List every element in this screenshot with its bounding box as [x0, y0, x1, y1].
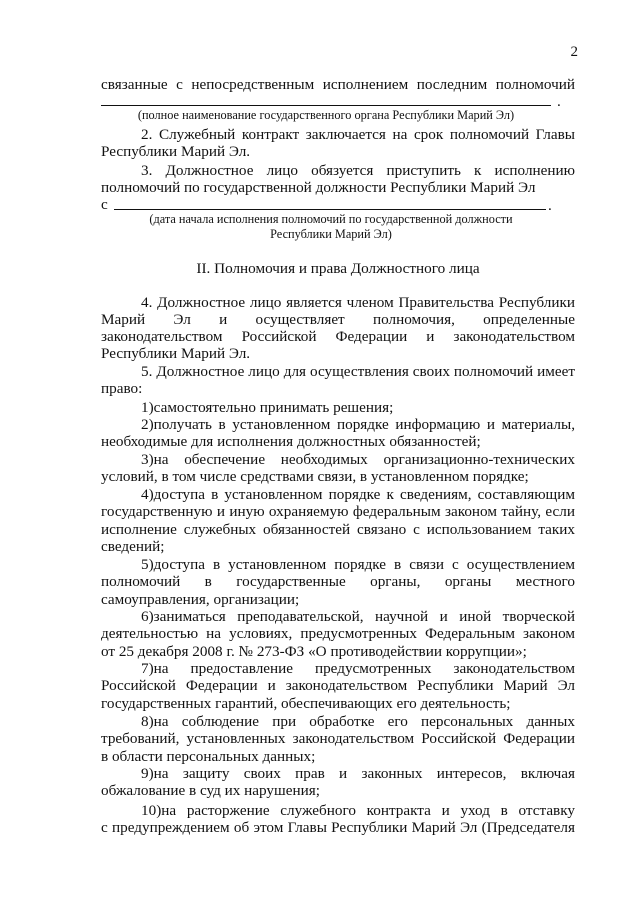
rights-item-text: условий, в том числе средствами связи, в установленном порядке;: [101, 468, 529, 486]
rights-item-text: исполнение служебных обязанностей связано с использованием таких: [101, 520, 575, 538]
blank-line-organ: [101, 92, 551, 106]
rights-item-text: государственных гарантий, обеспечивающих его деятельность;: [101, 694, 511, 712]
rights-item-text: заниматься преподавательской, научной и иной творческой: [153, 608, 575, 625]
rights-item-text: доступа в установленном порядке к сведениям, составляющим: [153, 486, 575, 503]
rights-item-text: самоуправления, организации;: [101, 590, 300, 608]
rights-item-text: в области персональных данных;: [101, 747, 316, 765]
paragraph-2-line-2: Республики Марий Эл.: [101, 143, 251, 160]
rights-item-text: необходимые для исполнения должностных обязанностей;: [101, 433, 481, 451]
paragraph-2-line-1: 2. Служебный контракт заключается на срок полномочий Главы: [141, 126, 575, 143]
rights-item-text: доступа в установленном порядке в связи с осуществлением: [153, 556, 575, 573]
paragraph-4-line-3: законодательством Российской Федерации и законодательством: [101, 328, 575, 345]
rights-item-number: 6): [141, 608, 154, 625]
rights-item-text: полномочий в государственные органы, органы местного: [101, 573, 575, 591]
rights-item-text: на соблюдение при обработке его персональных данных: [153, 713, 575, 730]
paragraph-continuation: связанные с непосредственным исполнением последним полномочий: [101, 76, 575, 93]
rights-item-text: самостоятельно принимать решения;: [153, 399, 394, 416]
paragraph-4-line-4: Республики Марий Эл.: [101, 345, 251, 362]
paragraph-4-line-1: 4. Должностное лицо является членом Правительства Республики: [141, 294, 575, 311]
rights-item-text: на защиту своих прав и законных интересов, включая: [153, 765, 575, 782]
page-number: 2: [570, 44, 578, 60]
rights-item-number: 2): [141, 416, 154, 433]
blank-line-date: [114, 196, 546, 210]
section-title: II. Полномочия и права Должностного лица: [196, 260, 480, 277]
rights-item-number: 8): [141, 713, 154, 730]
rights-item-number: 7): [141, 660, 154, 677]
rights-item-text: государственную и иную охраняемую федеральным законом тайну, если: [101, 503, 575, 521]
rights-item-text: на обеспечение необходимых организационно-технических: [153, 451, 575, 468]
rights-item-text: получать в установленном порядке информацию и материалы,: [153, 416, 575, 433]
rights-item-text: Российской Федерации и законодательством Республики Марий Эл: [101, 677, 575, 695]
caption-organ-name: (полное наименование государственного органа Республики Марий Эл): [137, 108, 515, 122]
rights-item-text: сведений;: [101, 537, 165, 555]
rights-item-number: 4): [141, 486, 154, 503]
blank-line-end: .: [557, 93, 561, 110]
paragraph-3-line-2: полномочий по государственной должности Республики Марий Эл: [101, 179, 536, 196]
rights-item-text: деятельностью на условиях, предусмотренных Федеральным законом: [101, 625, 575, 643]
rights-item-number: 1): [141, 399, 154, 416]
paragraph-3-line-1: 3. Должностное лицо обязуется приступить к исполнению: [141, 162, 575, 179]
rights-item-text: с предупреждением об этом Главы Республики Марий Эл (Председателя: [101, 819, 575, 837]
rights-item-text: от 25 декабря 2008 г. № 273-ФЗ «О противодействии коррупции»;: [101, 642, 527, 660]
blank-line-date-end: .: [548, 197, 552, 214]
caption-start-date-l1: (дата начала исполнения полномочий по государственной должности: [149, 212, 513, 226]
rights-item-number: 9): [141, 765, 154, 782]
paragraph-5-line-2: право:: [101, 380, 143, 397]
rights-item-number: 3): [141, 451, 154, 468]
rights-item-text: на расторжение служебного контракта и уход в отставку: [161, 802, 575, 819]
caption-start-date-l2: Республики Марий Эл): [270, 227, 392, 241]
rights-item-number: 10): [141, 802, 162, 819]
paragraph-5-line-1: 5. Должностное лицо для осуществления своих полномочий имеет: [141, 363, 575, 380]
rights-item-text: требований, установленных законодательством Российской Федерации: [101, 730, 575, 748]
rights-item-number: 5): [141, 556, 154, 573]
rights-item-text: на предоставление предусмотренных законодательством: [153, 660, 575, 677]
paragraph-4-line-2: Марий Эл и осуществляет полномочия, определенные: [101, 311, 575, 328]
rights-item-text: обжалование в суд их нарушения;: [101, 782, 320, 800]
paragraph-3-prefix: с: [101, 196, 108, 213]
